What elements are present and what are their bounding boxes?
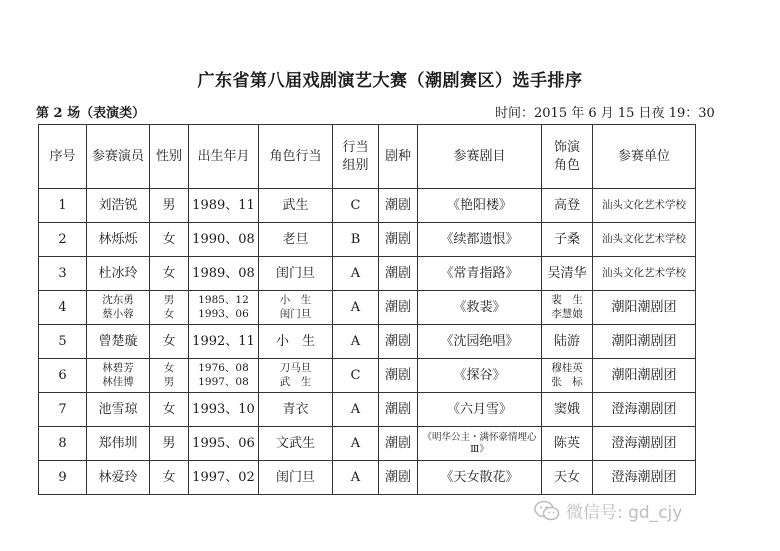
cell-no: 6 — [39, 359, 87, 393]
cell-character — [542, 393, 593, 427]
cell-actor-line: 林佳博 — [102, 375, 134, 388]
cell-birth-line: 1990、08 — [192, 231, 255, 247]
cell-character-line: 裴 生 — [551, 294, 583, 307]
cell-actor — [87, 461, 150, 495]
cell-gender-line: 女 — [162, 265, 176, 281]
cell-genre: 潮剧 — [379, 427, 418, 461]
cell-actor — [87, 427, 150, 461]
cell-birth-line: 1992、11 — [192, 333, 255, 349]
cell-group: A — [333, 461, 379, 495]
cell-unit: 潮阳潮剧团 — [593, 325, 696, 359]
cell-birth — [189, 393, 259, 427]
cell-gender-line: 男 — [162, 197, 176, 213]
cell-gender — [150, 291, 189, 325]
cell-role — [259, 223, 333, 257]
cell-no: 7 — [39, 393, 87, 427]
cell-play: 《天女散花》 — [418, 461, 542, 495]
schedule-time: 时间：2015 年 6 月 15 日夜 19：30 — [495, 106, 715, 121]
cell-play: 《艳阳楼》 — [418, 189, 542, 223]
cell-gender-line: 男 — [162, 435, 176, 451]
table-row — [39, 325, 696, 359]
cell-birth-line: 1997、08 — [198, 375, 249, 388]
cell-gender — [150, 461, 189, 495]
cell-gender-line: 女 — [162, 469, 176, 485]
header-no: 序号 — [39, 125, 87, 189]
cell-group: A — [333, 291, 379, 325]
cell-genre: 潮剧 — [379, 461, 418, 495]
header-role: 角色行当 — [259, 125, 333, 189]
cell-role — [259, 325, 333, 359]
cell-group: C — [333, 189, 379, 223]
cell-role-line: 小 生 — [275, 333, 315, 349]
cell-group: B — [333, 223, 379, 257]
table-row — [39, 189, 696, 223]
header-genre: 剧种 — [379, 125, 418, 189]
cell-birth-line: 1997、02 — [192, 469, 255, 485]
cell-genre: 潮剧 — [379, 223, 418, 257]
cell-genre: 潮剧 — [379, 291, 418, 325]
session-label: 第 2 场（表演类） — [36, 106, 146, 121]
header-gender: 性别 — [150, 125, 189, 189]
cell-role — [259, 359, 333, 393]
cell-actor-line: 刘浩锐 — [98, 197, 138, 213]
cell-unit: 澄海潮剧团 — [593, 393, 696, 427]
cell-group: A — [333, 393, 379, 427]
cell-group: C — [333, 359, 379, 393]
watermark-text: 微信号: gd_cjy — [566, 503, 683, 523]
cell-birth-line: 1985、12 — [198, 294, 249, 307]
cell-role-line: 武生 — [282, 197, 309, 213]
cell-no: 4 — [39, 291, 87, 325]
cell-role-line: 文武生 — [275, 435, 315, 451]
cell-unit: 汕头文化艺术学校 — [593, 223, 696, 257]
header-group: 行当组别 — [333, 125, 379, 189]
contestant-table — [38, 124, 696, 495]
cell-play: 《六月雪》 — [418, 393, 542, 427]
cell-character-line: 张 标 — [551, 375, 583, 388]
cell-unit: 汕头文化艺术学校 — [593, 257, 696, 291]
cell-birth — [189, 223, 259, 257]
cell-no: 8 — [39, 427, 87, 461]
cell-play: 《沈园绝唱》 — [418, 325, 542, 359]
cell-actor-line: 杜冰玲 — [98, 265, 138, 281]
cell-role-line: 闺门旦 — [275, 265, 315, 281]
cell-birth — [189, 257, 259, 291]
cell-no: 5 — [39, 325, 87, 359]
cell-actor — [87, 393, 150, 427]
cell-birth-line: 1993、10 — [192, 401, 255, 417]
cell-character — [542, 257, 593, 291]
table-row — [39, 291, 696, 325]
wechat-icon — [534, 500, 560, 522]
cell-actor — [87, 325, 150, 359]
cell-gender — [150, 393, 189, 427]
cell-character — [542, 359, 593, 393]
cell-character-line: 高登 — [553, 197, 580, 213]
cell-no: 9 — [39, 461, 87, 495]
cell-no: 3 — [39, 257, 87, 291]
cell-character — [542, 461, 593, 495]
cell-birth-line: 1993、06 — [198, 307, 249, 320]
cell-birth — [189, 461, 259, 495]
table-row — [39, 257, 696, 291]
cell-actor-line: 郑伟圳 — [98, 435, 138, 451]
cell-genre: 潮剧 — [379, 325, 418, 359]
cell-role — [259, 189, 333, 223]
cell-genre: 潮剧 — [379, 359, 418, 393]
table-header-row — [39, 125, 696, 189]
cell-actor — [87, 223, 150, 257]
table-row — [39, 223, 696, 257]
cell-character-line: 陈英 — [553, 435, 580, 451]
cell-character-line: 穆桂英 — [551, 362, 583, 375]
cell-role-line: 闺门旦 — [279, 307, 312, 320]
cell-unit: 汕头文化艺术学校 — [593, 189, 696, 223]
cell-character-line: 天女 — [553, 469, 580, 485]
cell-role — [259, 257, 333, 291]
cell-birth — [189, 427, 259, 461]
header-character: 饰演角色 — [542, 125, 593, 189]
cell-birth-line: 1976、08 — [198, 362, 249, 375]
header-play: 参赛剧目 — [418, 125, 542, 189]
cell-actor — [87, 257, 150, 291]
cell-character — [542, 223, 593, 257]
cell-gender-line: 女 — [162, 231, 176, 247]
cell-character — [542, 325, 593, 359]
header-unit: 参赛单位 — [593, 125, 696, 189]
page-title: 广东省第八届戏剧演艺大赛（潮剧赛区）选手排序 — [197, 71, 583, 91]
cell-birth — [189, 325, 259, 359]
cell-group: A — [333, 427, 379, 461]
cell-character-line: 陆游 — [553, 333, 580, 349]
table-row — [39, 393, 696, 427]
cell-unit: 澄海潮剧团 — [593, 461, 696, 495]
cell-no: 1 — [39, 189, 87, 223]
cell-actor — [87, 359, 150, 393]
table-row — [39, 461, 696, 495]
cell-character-line: 窦娥 — [553, 401, 580, 417]
cell-group: A — [333, 325, 379, 359]
cell-genre: 潮剧 — [379, 257, 418, 291]
cell-character-line: 吴清华 — [547, 265, 587, 281]
cell-gender — [150, 359, 189, 393]
cell-role — [259, 461, 333, 495]
cell-character — [542, 189, 593, 223]
cell-birth — [189, 359, 259, 393]
cell-unit: 潮阳潮剧团 — [593, 291, 696, 325]
cell-gender-line: 女 — [162, 401, 176, 417]
cell-actor-line: 蔡小蓉 — [102, 307, 134, 320]
cell-character-line: 李慧娘 — [551, 307, 583, 320]
cell-gender — [150, 257, 189, 291]
cell-role-line: 老旦 — [282, 231, 309, 247]
cell-actor — [87, 189, 150, 223]
cell-no: 2 — [39, 223, 87, 257]
cell-group: A — [333, 257, 379, 291]
cell-role — [259, 393, 333, 427]
table-row — [39, 359, 696, 393]
cell-gender-line: 女 — [163, 307, 175, 320]
cell-gender-line: 女 — [162, 333, 176, 349]
cell-actor-line: 沈东勇 — [102, 294, 134, 307]
cell-role — [259, 427, 333, 461]
cell-gender — [150, 427, 189, 461]
watermark — [534, 498, 682, 523]
cell-gender-line: 男 — [163, 294, 175, 307]
cell-birth — [189, 189, 259, 223]
cell-gender — [150, 223, 189, 257]
cell-play: 《明华公主・满怀豪情埋心Ⅲ》 — [418, 427, 542, 461]
cell-unit: 潮阳潮剧团 — [593, 359, 696, 393]
cell-actor-line: 林烁烁 — [98, 231, 138, 247]
table-row — [39, 427, 696, 461]
header-actor: 参赛演员 — [87, 125, 150, 189]
cell-genre: 潮剧 — [379, 189, 418, 223]
cell-gender-line: 男 — [163, 375, 175, 388]
cell-genre: 潮剧 — [379, 393, 418, 427]
cell-birth-line: 1989、11 — [192, 197, 255, 213]
cell-birth — [189, 291, 259, 325]
cell-role-line: 武 生 — [279, 375, 312, 388]
cell-actor-line: 林碧芳 — [102, 362, 134, 375]
cell-role-line: 小 生 — [279, 294, 312, 307]
cell-character-line: 子桑 — [553, 231, 580, 247]
cell-play: 《救裴》 — [418, 291, 542, 325]
cell-actor-line: 池雪琼 — [98, 401, 138, 417]
cell-birth-line: 1989、08 — [192, 265, 255, 281]
cell-role-line: 闺门旦 — [275, 469, 315, 485]
cell-character — [542, 427, 593, 461]
cell-unit: 澄海潮剧团 — [593, 427, 696, 461]
cell-role — [259, 291, 333, 325]
cell-actor-line: 曾楚璇 — [98, 333, 138, 349]
cell-gender — [150, 189, 189, 223]
cell-gender-line: 女 — [163, 362, 175, 375]
cell-actor — [87, 291, 150, 325]
cell-role-line: 刀马旦 — [279, 362, 312, 375]
cell-birth-line: 1995、06 — [192, 435, 255, 451]
cell-play: 《探谷》 — [418, 359, 542, 393]
cell-character — [542, 291, 593, 325]
cell-role-line: 青衣 — [282, 401, 309, 417]
header-birth: 出生年月 — [189, 125, 259, 189]
cell-play: 《续都遗恨》 — [418, 223, 542, 257]
cell-play: 《常青指路》 — [418, 257, 542, 291]
cell-actor-line: 林爱玲 — [98, 469, 138, 485]
cell-gender — [150, 325, 189, 359]
